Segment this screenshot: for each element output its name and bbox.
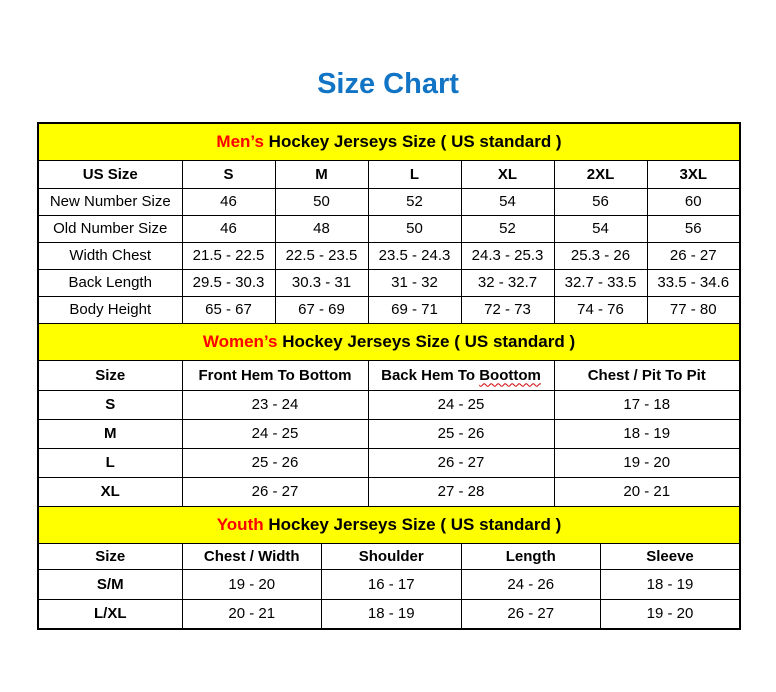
col-header-size: Size bbox=[38, 543, 182, 569]
size-value-cell: 16 - 17 bbox=[322, 569, 462, 599]
size-value-cell: 25 - 26 bbox=[182, 448, 368, 477]
size-value-cell: 30.3 - 31 bbox=[275, 269, 368, 296]
row-label: XL bbox=[38, 477, 182, 506]
mens-row-back-length bbox=[38, 269, 740, 296]
womens-banner-accent: Women’s bbox=[202, 331, 278, 351]
misspelled-word: Boottom bbox=[479, 366, 541, 384]
row-label: S bbox=[38, 390, 182, 419]
size-value-cell: 26 - 27 bbox=[647, 242, 740, 269]
womens-section-banner bbox=[38, 323, 740, 360]
size-chart-table bbox=[37, 122, 741, 630]
youth-row-sm bbox=[38, 569, 740, 599]
mens-section-banner-row bbox=[38, 123, 740, 160]
mens-header-row bbox=[38, 160, 740, 188]
col-header-shoulder: Shoulder bbox=[322, 543, 462, 569]
size-value-cell: 21.5 - 22.5 bbox=[182, 242, 275, 269]
size-value-cell: 46 bbox=[182, 188, 275, 215]
size-value-cell: 26 - 27 bbox=[368, 448, 554, 477]
size-value-cell: 52 bbox=[461, 215, 554, 242]
size-value-cell: 46 bbox=[182, 215, 275, 242]
back-hem-label: Back Hem To bbox=[381, 366, 476, 384]
size-value-cell: 54 bbox=[461, 188, 554, 215]
mens-section-banner bbox=[38, 123, 740, 160]
size-value-cell: 74 - 76 bbox=[554, 296, 647, 323]
col-header-size: Size bbox=[38, 360, 182, 390]
size-value-cell: 25 - 26 bbox=[368, 419, 554, 448]
youth-banner-text: Hockey Jerseys Size ( US standard ) bbox=[263, 514, 562, 534]
size-value-cell: 65 - 67 bbox=[182, 296, 275, 323]
col-header-xl: XL bbox=[461, 160, 554, 188]
size-value-cell: 54 bbox=[554, 215, 647, 242]
youth-banner-accent: Youth bbox=[216, 514, 264, 534]
mens-row-old-number-size bbox=[38, 215, 740, 242]
size-value-cell: 56 bbox=[554, 188, 647, 215]
size-value-cell: 32 - 32.7 bbox=[461, 269, 554, 296]
mens-banner-text: Hockey Jerseys Size ( US standard ) bbox=[263, 131, 562, 151]
mens-banner-accent: Men’s bbox=[216, 131, 264, 151]
size-value-cell: 26 - 27 bbox=[182, 477, 368, 506]
mens-row-width-chest bbox=[38, 242, 740, 269]
womens-row-l bbox=[38, 448, 740, 477]
womens-row-m bbox=[38, 419, 740, 448]
size-value-cell: 27 - 28 bbox=[368, 477, 554, 506]
size-value-cell: 50 bbox=[368, 215, 461, 242]
size-value-cell: 56 bbox=[647, 215, 740, 242]
size-value-cell: 17 - 18 bbox=[554, 390, 740, 419]
row-label: S/M bbox=[38, 569, 182, 599]
youth-section-banner bbox=[38, 506, 740, 543]
womens-row-xl bbox=[38, 477, 740, 506]
page-title: Size Chart bbox=[317, 68, 459, 100]
size-value-cell: 20 - 21 bbox=[554, 477, 740, 506]
size-value-cell: 23 - 24 bbox=[182, 390, 368, 419]
size-value-cell: 19 - 20 bbox=[554, 448, 740, 477]
row-label: Body Height bbox=[38, 296, 182, 323]
youth-header-row bbox=[38, 543, 740, 569]
col-header-l: L bbox=[368, 160, 461, 188]
row-label: New Number Size bbox=[38, 188, 182, 215]
mens-row-body-height bbox=[38, 296, 740, 323]
size-value-cell: 23.5 - 24.3 bbox=[368, 242, 461, 269]
size-value-cell: 25.3 - 26 bbox=[554, 242, 647, 269]
size-value-cell: 24 - 25 bbox=[368, 390, 554, 419]
size-value-cell: 19 - 20 bbox=[601, 599, 741, 629]
col-header-chest-pit: Chest / Pit To Pit bbox=[554, 360, 740, 390]
row-label: Width Chest bbox=[38, 242, 182, 269]
col-header-front-hem: Front Hem To Bottom bbox=[182, 360, 368, 390]
row-label: L bbox=[38, 448, 182, 477]
womens-banner-text: Hockey Jerseys Size ( US standard ) bbox=[277, 331, 576, 351]
size-value-cell: 20 - 21 bbox=[182, 599, 322, 629]
womens-row-s bbox=[38, 390, 740, 419]
size-value-cell: 32.7 - 33.5 bbox=[554, 269, 647, 296]
size-value-cell: 52 bbox=[368, 188, 461, 215]
row-label: M bbox=[38, 419, 182, 448]
col-header-back-hem bbox=[368, 360, 554, 390]
row-label: Back Length bbox=[38, 269, 182, 296]
col-header-us-size: US Size bbox=[38, 160, 182, 188]
size-value-cell: 24 - 26 bbox=[461, 569, 601, 599]
size-value-cell: 19 - 20 bbox=[182, 569, 322, 599]
size-value-cell: 72 - 73 bbox=[461, 296, 554, 323]
youth-section-banner-row bbox=[38, 506, 740, 543]
womens-section-banner-row bbox=[38, 323, 740, 360]
size-value-cell: 24 - 25 bbox=[182, 419, 368, 448]
mens-row-new-number-size bbox=[38, 188, 740, 215]
size-value-cell: 29.5 - 30.3 bbox=[182, 269, 275, 296]
col-header-sleeve: Sleeve bbox=[601, 543, 741, 569]
youth-row-lxl bbox=[38, 599, 740, 629]
size-value-cell: 60 bbox=[647, 188, 740, 215]
size-value-cell: 22.5 - 23.5 bbox=[275, 242, 368, 269]
size-value-cell: 18 - 19 bbox=[554, 419, 740, 448]
col-header-length: Length bbox=[461, 543, 601, 569]
size-value-cell: 33.5 - 34.6 bbox=[647, 269, 740, 296]
size-value-cell: 31 - 32 bbox=[368, 269, 461, 296]
col-header-2xl: 2XL bbox=[554, 160, 647, 188]
size-value-cell: 48 bbox=[275, 215, 368, 242]
col-header-3xl: 3XL bbox=[647, 160, 740, 188]
size-value-cell: 69 - 71 bbox=[368, 296, 461, 323]
womens-header-row bbox=[38, 360, 740, 390]
col-header-s: S bbox=[182, 160, 275, 188]
col-header-m: M bbox=[275, 160, 368, 188]
size-value-cell: 26 - 27 bbox=[461, 599, 601, 629]
size-value-cell: 24.3 - 25.3 bbox=[461, 242, 554, 269]
size-value-cell: 18 - 19 bbox=[601, 569, 741, 599]
size-value-cell: 67 - 69 bbox=[275, 296, 368, 323]
size-value-cell: 77 - 80 bbox=[647, 296, 740, 323]
col-header-chest-width: Chest / Width bbox=[182, 543, 322, 569]
size-value-cell: 18 - 19 bbox=[322, 599, 462, 629]
size-value-cell: 50 bbox=[275, 188, 368, 215]
row-label: L/XL bbox=[38, 599, 182, 629]
row-label: Old Number Size bbox=[38, 215, 182, 242]
